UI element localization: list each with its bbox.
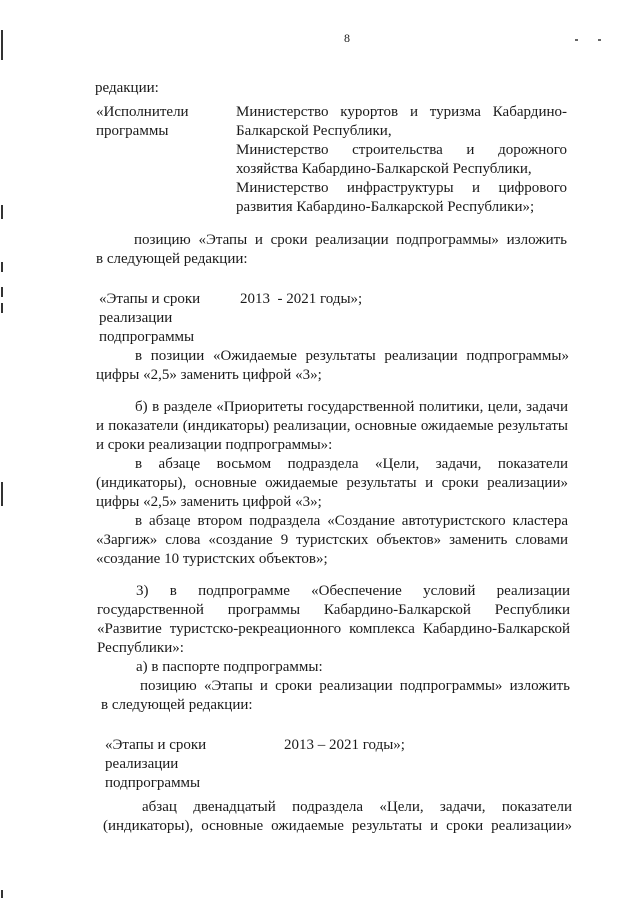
paragraph-line: «Развитие туристско-рекреационного комплекса Кабардино-Балкарской (97, 621, 570, 637)
page-number: 8 (344, 31, 350, 45)
paragraph-line: в следующей редакции: (101, 697, 253, 713)
passport-value-line: хозяйства Кабардино-Балкарской Республики, (236, 161, 532, 177)
paragraph-line: «Заргиж» слова «создание 9 туристских объектов» заменить словами (96, 532, 568, 548)
paragraph-line: и показатели (индикаторы) реализации, основные ожидаемые результаты (96, 418, 568, 434)
paragraph-line: государственной программы Кабардино-Балкарской Республики (97, 602, 570, 618)
passport-label-line: реализации (105, 756, 179, 772)
paragraph-line: позицию «Этапы и сроки реализации подпрограммы» изложить (134, 232, 567, 248)
scan-edge-mark (1, 890, 3, 898)
scan-edge-mark (1, 482, 3, 506)
paragraph-line: позицию «Этапы и сроки реализации подпрограммы» изложить (140, 678, 570, 694)
scan-speck (575, 39, 578, 41)
passport-label-line: программы (96, 123, 169, 139)
passport-label-line: «Этапы и сроки (99, 291, 201, 307)
scan-speck (598, 39, 601, 41)
scan-edge-mark (1, 205, 3, 219)
scan-edge-mark (1, 30, 3, 60)
passport-label-line: реализации (99, 310, 173, 326)
passport-value-line: Министерство инфраструктуры и цифрового (236, 180, 567, 196)
paragraph-line: 3) в подпрограмме «Обеспечение условий реализации (136, 583, 570, 599)
passport-value-line: Министерство курортов и туризма Кабардино- (236, 104, 567, 120)
passport-label-line: подпрограммы (105, 775, 201, 791)
passport-label-line: подпрограммы (99, 329, 195, 345)
passport-value-line: Министерство строительства и дорожного (236, 142, 567, 158)
passport-label-line: «Этапы и сроки (105, 737, 207, 753)
scan-edge-mark (1, 303, 3, 313)
intro-line: редакции: (95, 80, 159, 96)
paragraph-line: абзац двенадцатый подраздела «Цели, задачи, показатели (142, 799, 572, 815)
paragraph-line: цифры «2,5» заменить цифрой «3»; (96, 367, 322, 383)
paragraph-line: цифры «2,5» заменить цифрой «3»; (96, 494, 322, 510)
paragraph-line: и сроки реализации подпрограммы»: (96, 437, 333, 453)
paragraph-line: в абзаце втором подраздела «Создание автотуристского кластера (135, 513, 568, 529)
paragraph-line: «создание 10 туристских объектов»; (96, 551, 328, 567)
passport-value-line: Балкарской Республики, (236, 123, 392, 139)
passport-value-line: 2013 - 2021 годы»; (240, 291, 363, 307)
paragraph-line: Республики»: (97, 640, 184, 656)
scan-edge-mark (1, 262, 3, 272)
paragraph-line: (индикаторы), основные ожидаемые результаты и сроки реализации» (103, 818, 572, 834)
paragraph-line: (индикаторы), основные ожидаемые результаты и сроки реализации» (96, 475, 568, 491)
scan-edge-mark (1, 287, 3, 297)
passport-value-line: 2013 – 2021 годы»; (284, 737, 405, 753)
paragraph-line: б) в разделе «Приоритеты государственной политики, цели, задачи (135, 399, 568, 415)
paragraph-line: в следующей редакции: (96, 251, 248, 267)
paragraph-line: в позиции «Ожидаемые результаты реализации подпрограммы» (135, 348, 569, 364)
passport-label-line: «Исполнители (96, 104, 189, 120)
paragraph-line: в абзаце восьмом подраздела «Цели, задачи, показатели (135, 456, 568, 472)
paragraph-line: а) в паспорте подпрограммы: (136, 659, 323, 675)
passport-value-line: развития Кабардино-Балкарской Республики»; (236, 199, 535, 215)
